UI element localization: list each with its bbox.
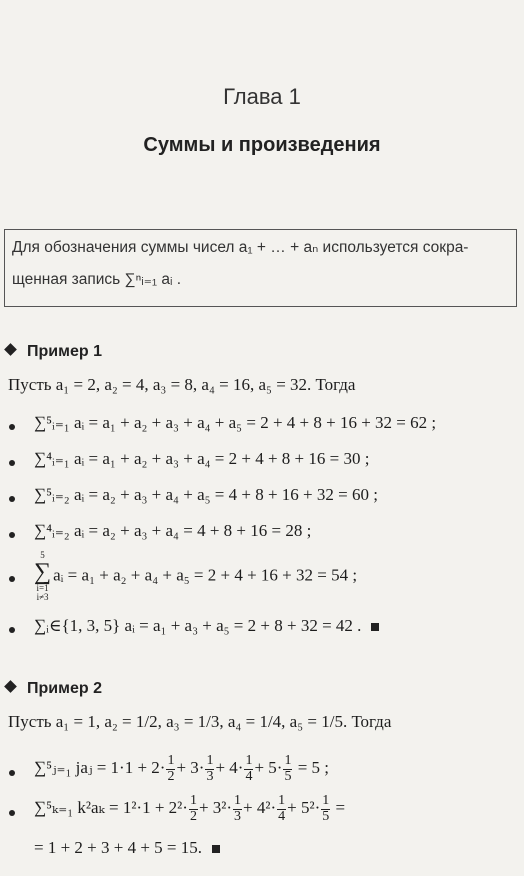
example-1-sum-2: ∑⁴ᵢ₌₁ aᵢ = a₁ + a₂ + a₃ + a₄ = 2 + 4 + 8 + 16 = 30 ; (34, 449, 370, 468)
example-1-sum-1: ∑⁵ᵢ₌₁ aᵢ = a₁ + a₂ + a₃ + a₄ + a₅ = 2 + 4 + 8 + 16 + 32 = 62 ; (34, 413, 437, 432)
bullet-icon (9, 810, 15, 816)
definition-box (4, 229, 517, 307)
bullet-icon (9, 627, 15, 633)
bullet-icon (9, 424, 15, 430)
example-1-sum-6: ∑ᵢ∈{1, 3, 5} aᵢ = a₁ + a₃ + a₅ = 2 + 8 + 32 = 42 . (34, 616, 379, 636)
example-2-heading: Пример 2 (6, 680, 102, 698)
example-1-sum-5: 5 ∑ i=1 i≠3 aᵢ = a₁ + a₂ + a₄ + a₅ = 2 + 4 + 16 + 32 = 54 ; (34, 550, 358, 602)
end-of-proof-icon (371, 623, 379, 631)
example-2-intro: Пусть a₁ = 1, a₂ = 1/2, a₃ = 1/3, a₄ = 1/4, a₅ = 1/5. Тогда (8, 712, 392, 731)
end-of-proof-icon (212, 845, 220, 853)
example-2-sum-2-continued: = 1 + 2 + 3 + 4 + 5 = 15. (34, 838, 220, 858)
chapter-title: Суммы и произведения (143, 134, 381, 156)
sum-sign: 5 ∑ i=1 i≠3 (34, 550, 52, 602)
example-1-intro: Пусть a₁ = 2, a₂ = 4, a₃ = 8, a₄ = 16, a₅ = 32. Тогда (8, 375, 356, 394)
bullet-icon (9, 770, 15, 776)
example-1-sum-3: ∑⁵ᵢ₌₂ aᵢ = a₂ + a₃ + a₄ + a₅ = 4 + 8 + 16 + 32 = 60 ; (34, 485, 378, 504)
bullet-icon (9, 532, 15, 538)
definition-line-2: щенная запись ∑ⁿᵢ₌₁ aᵢ . (12, 271, 182, 288)
definition-line-1: Для обозначения суммы чисел a₁ + … + aₙ используется сокра- (12, 239, 469, 256)
example-1-sum-4: ∑⁴ᵢ₌₂ aᵢ = a₂ + a₃ + a₄ = 4 + 8 + 16 = 28 ; (34, 521, 312, 540)
chapter-number: Глава 1 (223, 84, 301, 109)
diamond-icon (4, 680, 17, 693)
bullet-icon (9, 460, 15, 466)
diamond-icon (4, 343, 17, 356)
example-2-sum-2: ∑⁵ₖ₌₁ k²aₖ = 1²·1 + 2²· $\frac{1}{2}$ + 3²· $\frac{1}{3}$ + 4²· $\frac{1}{4}$ + 5²· $\frac{1}{5}$ = (34, 793, 346, 824)
bullet-icon (9, 496, 15, 502)
example-1-heading: Пример 1 (6, 343, 102, 361)
example-2-sum-1: ∑⁵ⱼ₌₁ jaⱼ = 1·1 + 2· $\frac{1}{2}$ + 3· $\frac{1}{3}$ + 4· $\frac{1}{4}$ + 5· $\frac{1}{5}$ = 5 ; (34, 753, 330, 784)
bullet-icon (9, 576, 15, 582)
